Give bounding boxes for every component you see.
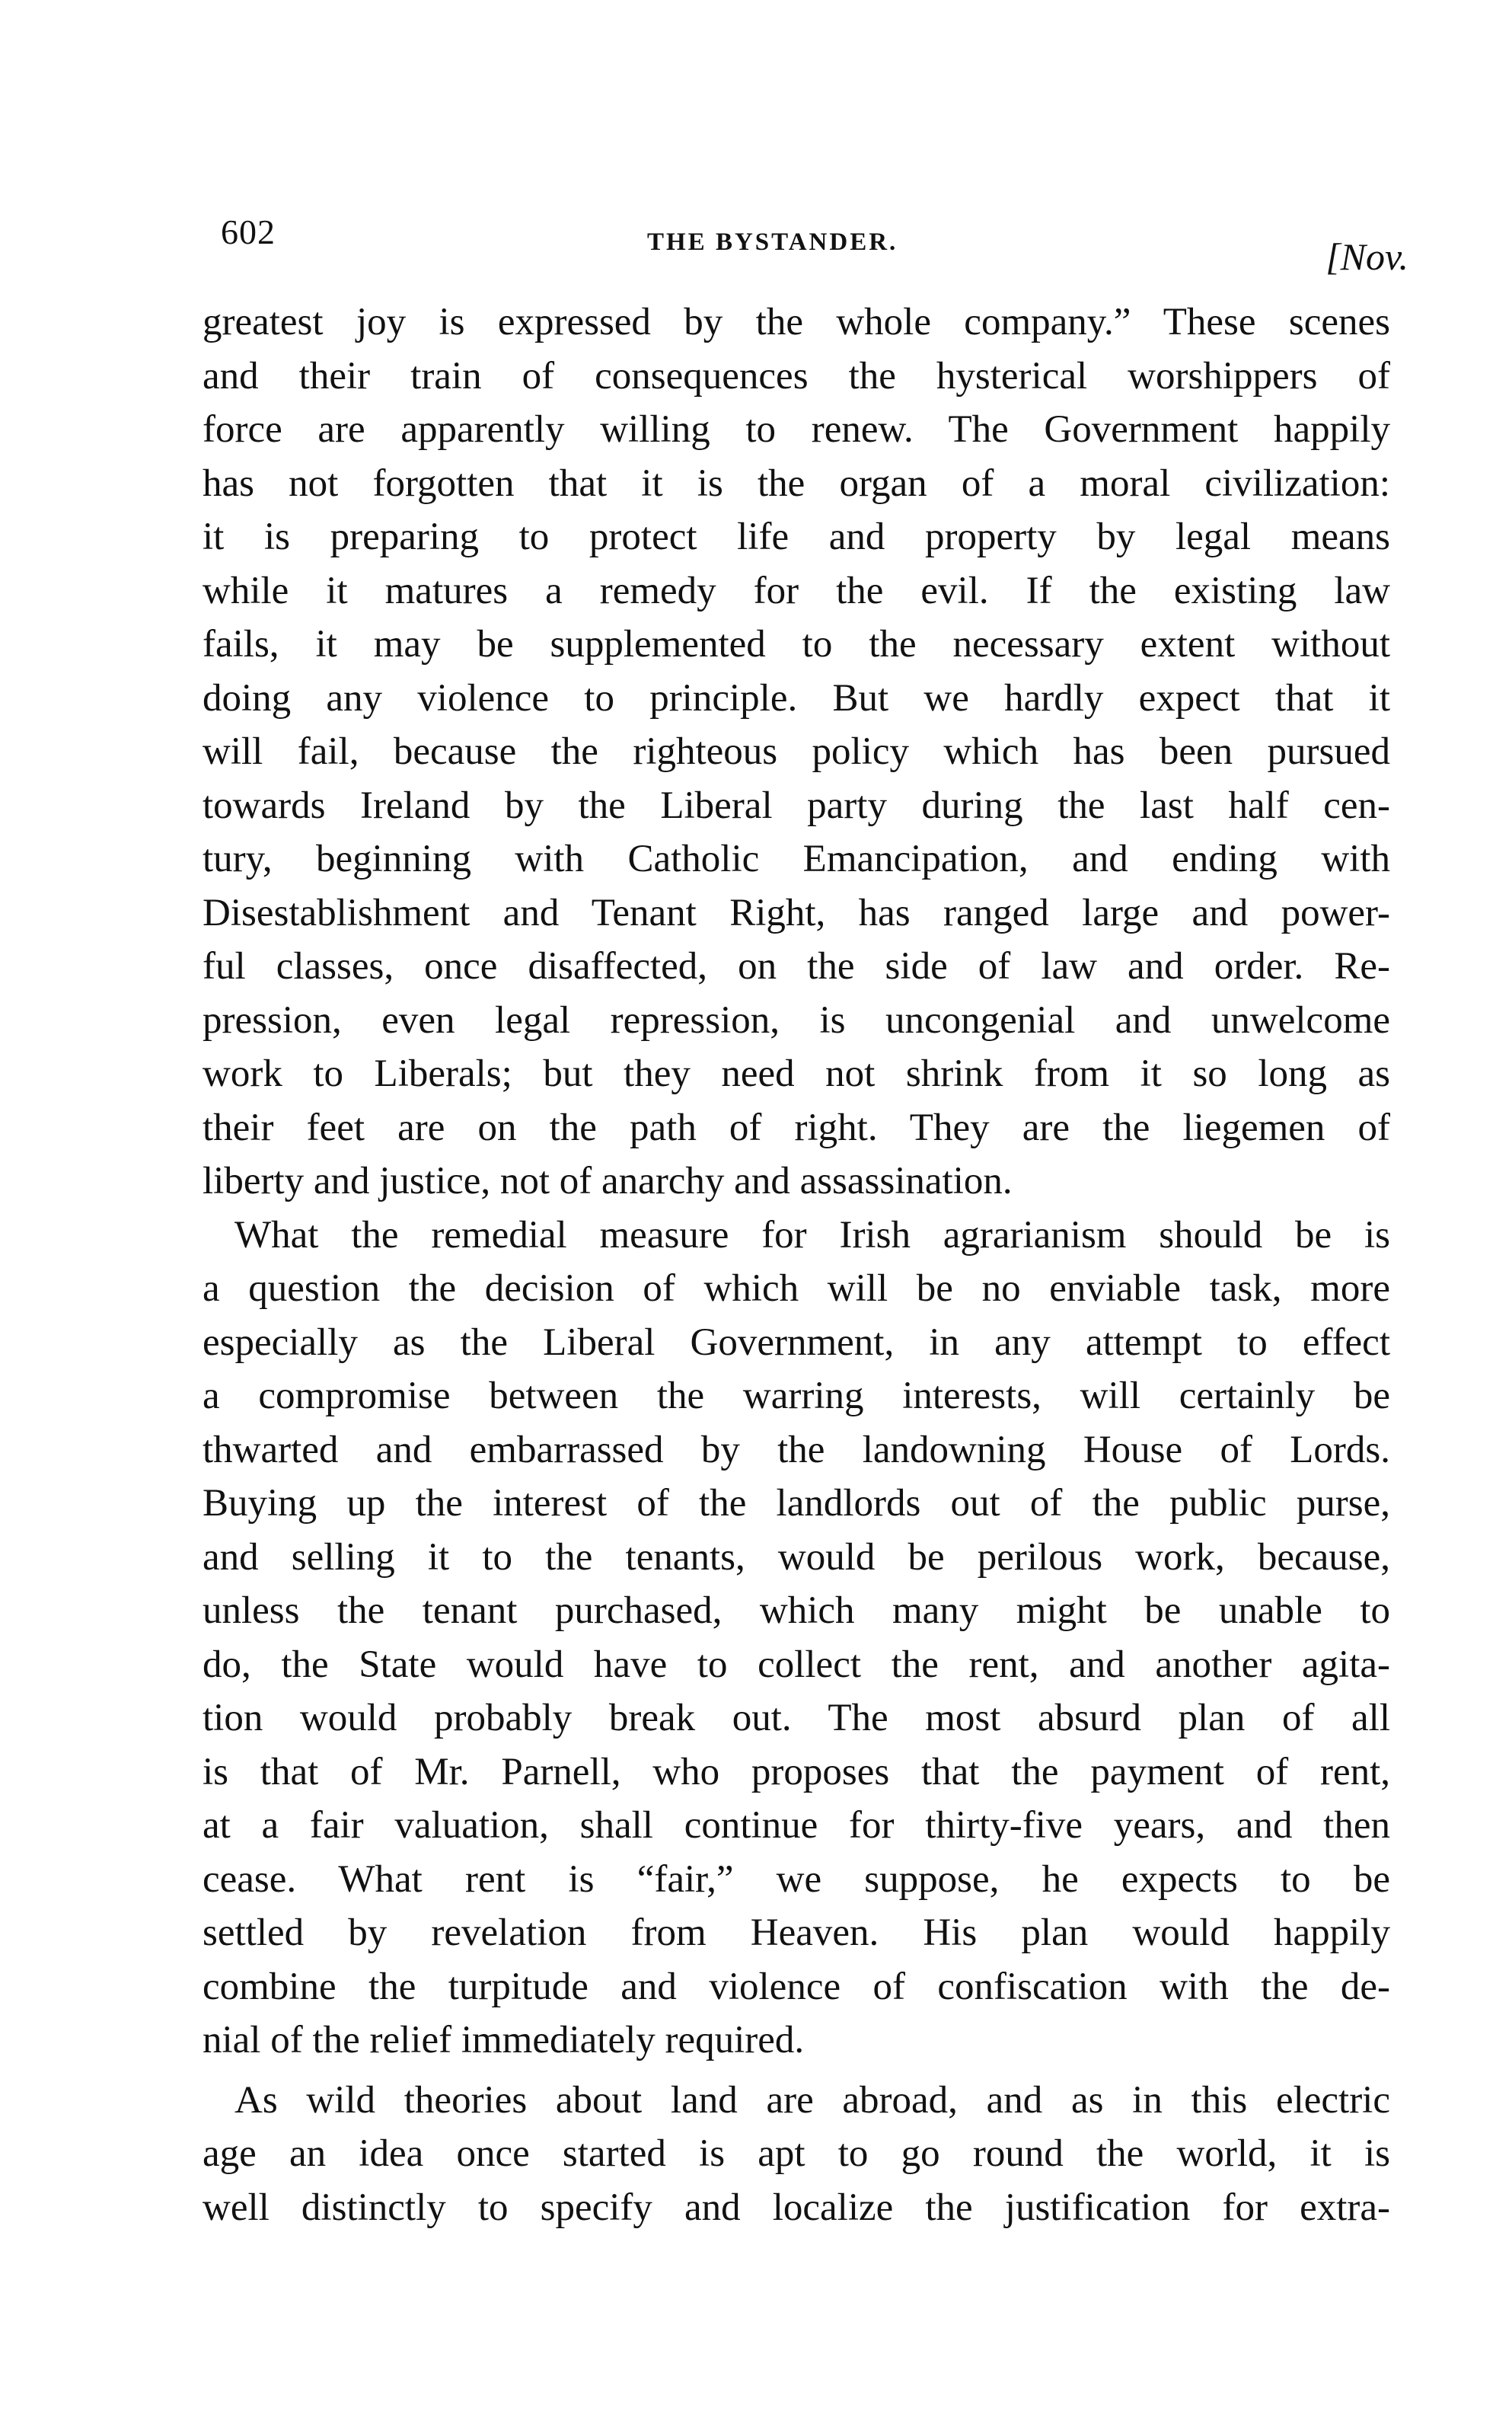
text-line: ful classes, once disaffected, on the side of law and order. Re- (203, 945, 1390, 988)
text-line: tion would probably break out. The most absurd plan of all (203, 1697, 1390, 1739)
body-text (203, 295, 1390, 2234)
text-line: towards Ireland by the Liberal party during the last half cen- (203, 784, 1390, 827)
paragraph-1 (203, 295, 1390, 1209)
text-line: What the remedial measure for Irish agrarianism should be is (234, 1213, 1390, 1257)
text-line: greatest joy is expressed by the whole company.” These scenes (203, 301, 1390, 343)
paragraph-3 (203, 2074, 1390, 2235)
text-line: and selling it to the tenants, would be perilous work, because, (203, 1535, 1390, 1579)
text-line: is that of Mr. Parnell, who proposes that the payment of rent, (203, 1750, 1390, 1793)
text-line: has not forgotten that it is the organ of a moral civilization: (203, 461, 1390, 505)
text-line: age an idea once started is apt to go round the world, it is (203, 2132, 1390, 2175)
text-line: at a fair valuation, shall continue for thirty-five years, and then (203, 1804, 1390, 1847)
text-line: liberty and justice, not of anarchy and assassination. (203, 1160, 1013, 1202)
text-line: especially as the Liberal Government, in any attempt to effect (203, 1320, 1390, 1364)
text-line: combine the turpitude and violence of confiscation with the de- (203, 1965, 1390, 2008)
page-number: 602 (221, 212, 276, 251)
text-line: work to Liberals; but they need not shrink from it so long as (203, 1052, 1390, 1095)
text-line: settled by revelation from Heaven. His plan would happily (203, 1911, 1390, 1954)
text-line: a question the decision of which will be no enviable task, more (203, 1267, 1390, 1310)
text-line: a compromise between the warring interests, will certainly be (203, 1375, 1390, 1417)
text-line: cease. What rent is “fair,” we suppose, he expects to be (203, 1857, 1390, 1901)
text-line: well distinctly to specify and localize the justification for extra- (203, 2186, 1390, 2229)
text-line: unless the tenant purchased, which many might be unable to (203, 1589, 1390, 1632)
page-header (221, 212, 1408, 280)
paragraph-2 (203, 1209, 1390, 2068)
text-line: As wild theories about land are abroad, and as in this electric (234, 2078, 1390, 2122)
text-line: thwarted and embarrassed by the landowning House of Lords. (203, 1428, 1390, 1471)
text-line: pression, even legal repression, is uncongenial and unwelcome (203, 998, 1390, 1042)
text-line: will fail, because the righteous policy which has been pursued (203, 730, 1390, 773)
text-line: fails, it may be supplemented to the necessary extent without (203, 623, 1390, 666)
text-line: doing any violence to principle. But we hardly expect that it (203, 676, 1390, 720)
text-line: force are apparently willing to renew. The Government happily (203, 408, 1390, 451)
text-line: nial of the relief immediately required. (203, 2019, 805, 2061)
text-line: their feet are on the path of right. They are the liegemen of (203, 1106, 1390, 1149)
running-month: [Nov. (1325, 235, 1408, 278)
text-line: do, the State would have to collect the rent, and another agita- (203, 1643, 1390, 1686)
text-line: Disestablishment and Tenant Right, has ranged large and power- (203, 891, 1390, 934)
text-line: tury, beginning with Catholic Emancipation, and ending with (203, 838, 1390, 880)
text-line: it is preparing to protect life and property by legal means (203, 516, 1390, 558)
text-line: and their train of consequences the hysterical worshippers of (203, 354, 1390, 398)
text-line: while it matures a remedy for the evil. If the existing law (203, 569, 1390, 612)
paragraph-spacer (203, 2068, 1390, 2074)
running-title: THE BYSTANDER. (647, 228, 898, 256)
text-line: Buying up the interest of the landlords out of the public purse, (203, 1482, 1390, 1525)
